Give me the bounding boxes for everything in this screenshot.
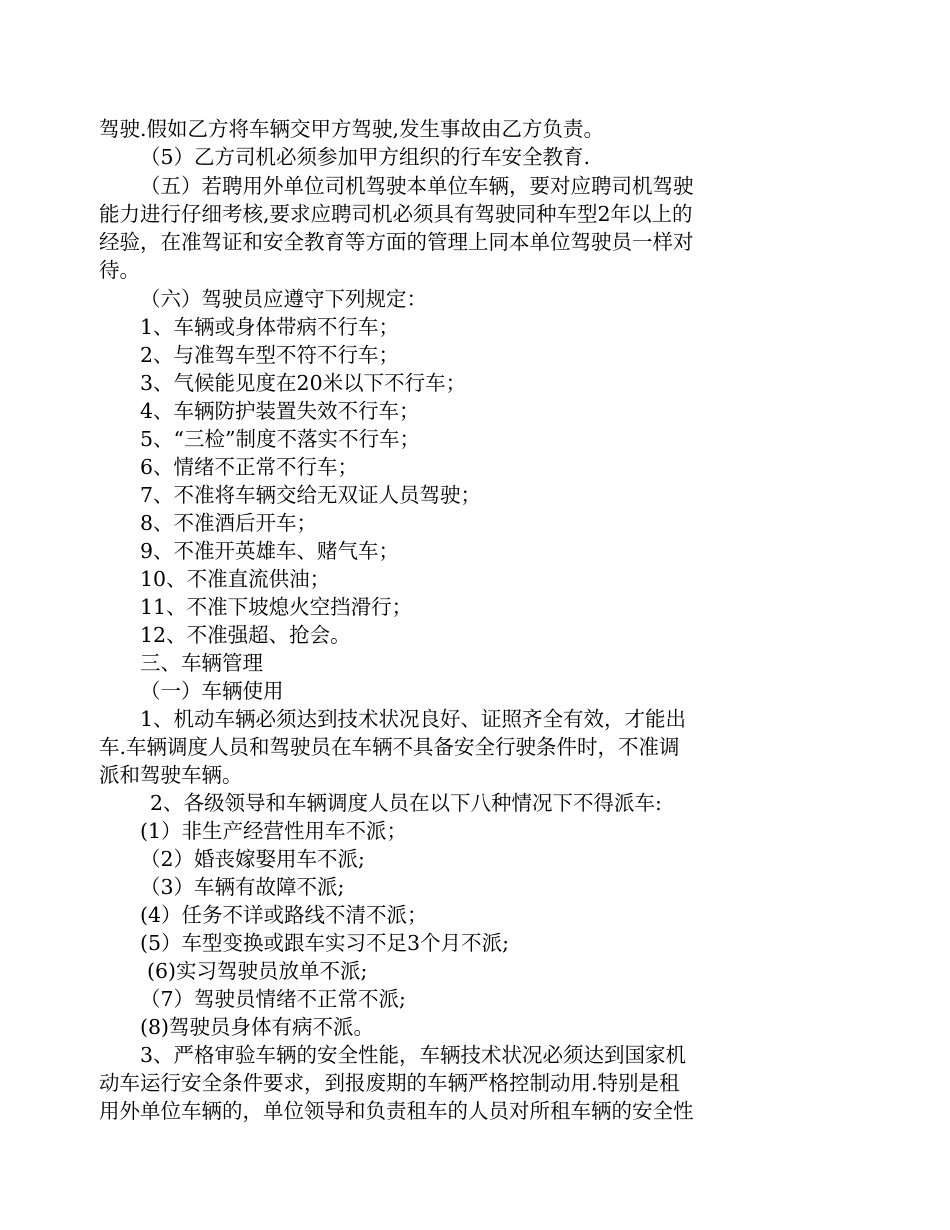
- text-line: 2、与准驾车型不符不行车；: [140, 343, 400, 367]
- text-line: 1、车辆或身体带病不行车；: [140, 315, 400, 339]
- text-line: 经验，在准驾证和安全教育等方面的管理上同本单位驾驶员一样对: [99, 230, 694, 254]
- text-line: (8)驾驶员身体有病不派。: [140, 1015, 375, 1039]
- text-line: （2）婚丧嫁娶用车不派;: [140, 847, 365, 871]
- text-line: （5）乙方司机必须参加甲方组织的行车安全教育.: [140, 145, 591, 169]
- text-line: 11、不准下坡熄火空挡滑行；: [140, 595, 413, 619]
- text-line: （六）驾驶员应遵守下列规定：: [140, 287, 427, 311]
- text-line: （五）若聘用外单位司机驾驶本单位车辆，要对应聘司机驾驶: [140, 174, 694, 198]
- text-line: 能力进行仔细考核,要求应聘司机必须具有驾驶同种车型2年以上的: [99, 202, 693, 226]
- text-line: （7）驾驶员情绪不正常不派;: [140, 987, 406, 1011]
- text-line: 5、“三检”制度不落实不行车；: [140, 427, 421, 451]
- subsection-heading: （一）车辆使用: [140, 679, 284, 703]
- text-line: (1）非生产经营性用车不派；: [140, 819, 408, 843]
- text-line: （3）车辆有故障不派;: [140, 875, 345, 899]
- text-line: 驾驶.假如乙方将车辆交甲方驾驶,发生事故由乙方负责。: [99, 117, 605, 141]
- text-line: 9、不准开英雄车、赌气车；: [140, 539, 400, 563]
- text-line: 用外单位车辆的，单位领导和负责租车的人员对所租车辆的安全性: [99, 1099, 694, 1123]
- text-line: 6、情绪不正常不行车；: [140, 455, 359, 479]
- text-line: 12、不准强超、抢会。: [140, 623, 351, 647]
- text-line: 10、不准直流供油；: [140, 567, 331, 591]
- text-line: 1、机动车辆必须达到技术状况良好、证照齐全有效，才能出: [140, 707, 687, 731]
- text-line: 2、各级领导和车辆调度人员在以下八种情况下不得派车:: [150, 791, 662, 815]
- text-line: 3、严格审验车辆的安全性能，车辆技术状况必须达到国家机: [140, 1043, 687, 1067]
- text-line: (4）任务不详或路线不清不派；: [140, 903, 428, 927]
- text-line: 车.车辆调度人员和驾驶员在车辆不具备安全行驶条件时，不准调: [99, 735, 680, 759]
- text-line: 3、气候能见度在20米以下不行车；: [140, 371, 467, 395]
- text-line: (6)实习驾驶员放单不派;: [147, 959, 368, 983]
- text-line: (5）车型变换或跟车实习不足3个月不派;: [140, 931, 509, 955]
- text-line: 4、车辆防护装置失效不行车；: [140, 399, 420, 423]
- text-line: 动车运行安全条件要求，到报废期的车辆严格控制动用.特别是租: [99, 1071, 680, 1095]
- text-line: 8、不准酒后开车；: [140, 511, 318, 535]
- text-line: 待。: [99, 258, 140, 282]
- text-line: 7、不准将车辆交给无双证人员驾驶；: [140, 483, 482, 507]
- section-heading: 三、车辆管理: [140, 651, 263, 675]
- text-line: 派和驾驶车辆。: [99, 763, 243, 787]
